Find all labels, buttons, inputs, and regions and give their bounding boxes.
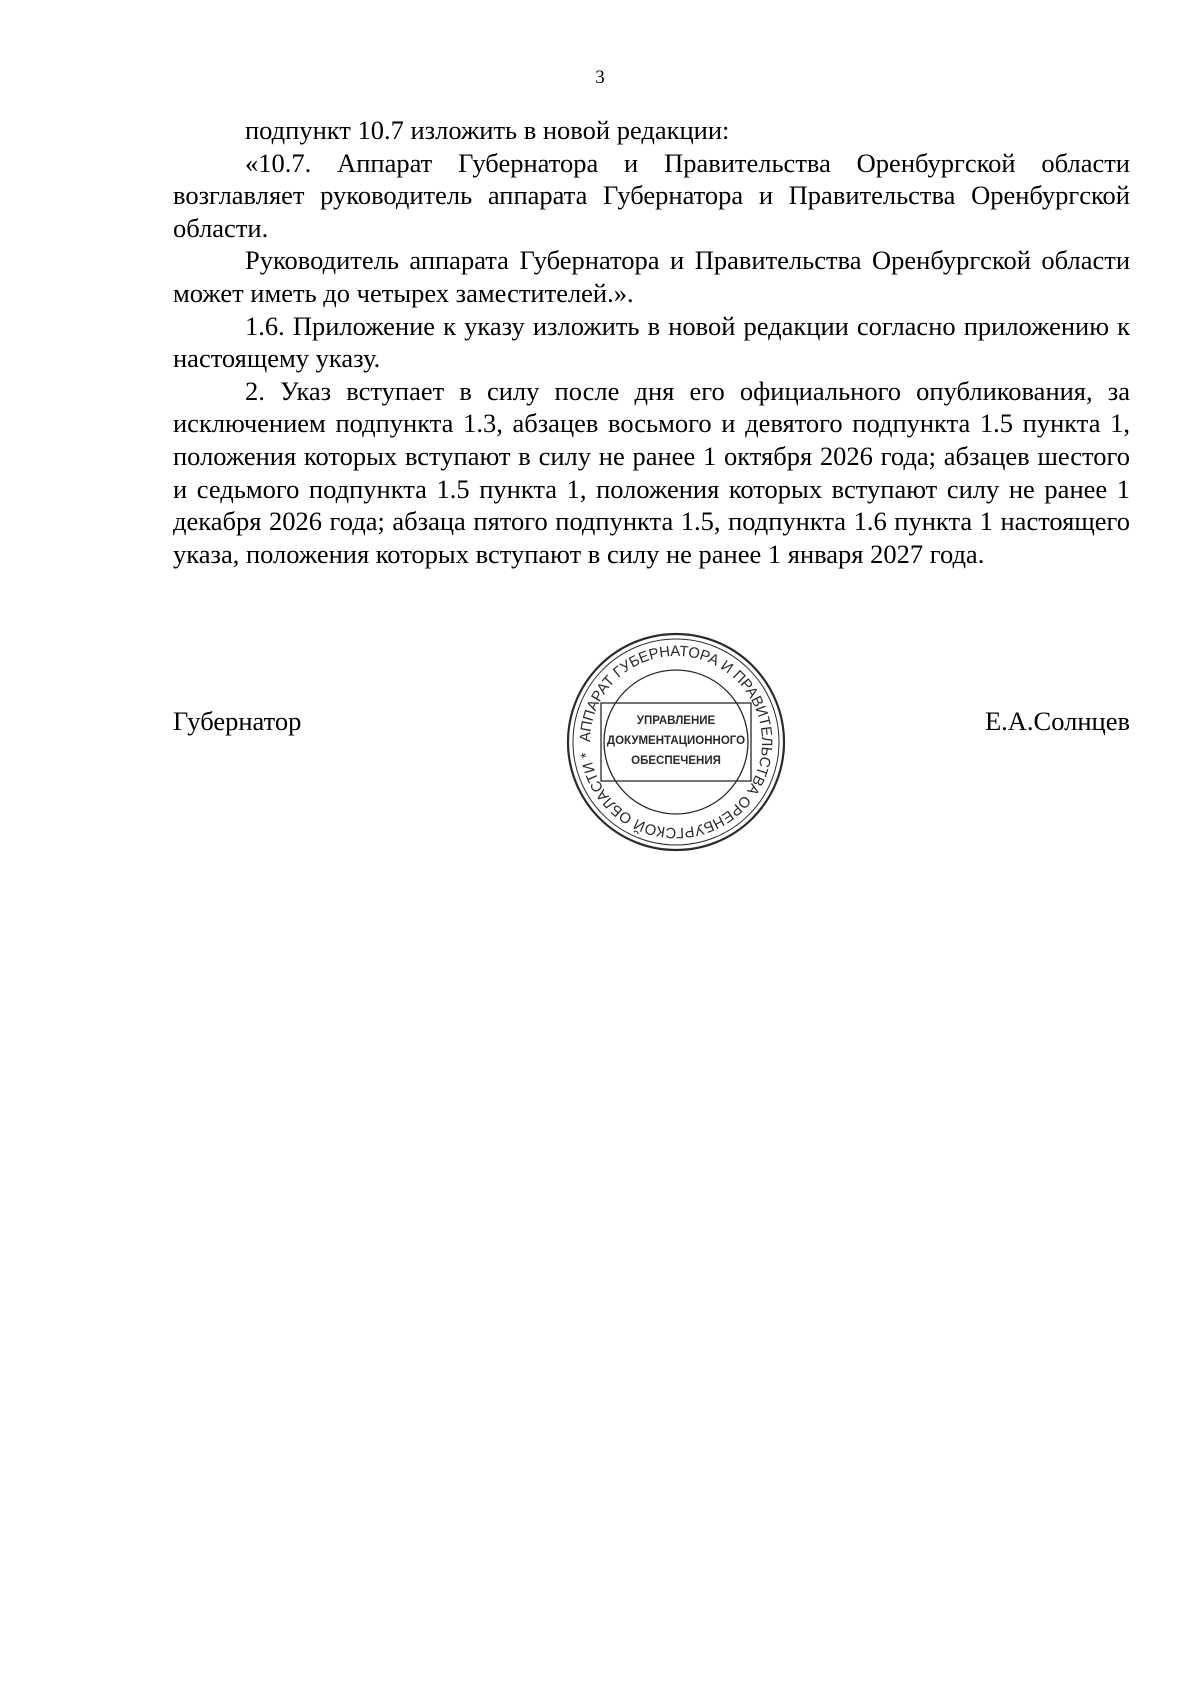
- paragraph-subpoint-10-7: «10.7. Аппарат Губернатора и Правительства Оренбургской области возглавляет руководитель аппарата Губернатора и Правительства Оренбургской области.: [173, 147, 1130, 243]
- seal-center-line-3: ОБЕСПЕЧЕНИЯ: [631, 755, 721, 767]
- paragraph-subpoint-intro: подпункт 10.7 изложить в новой редакции:: [245, 115, 730, 145]
- seal-ring-text: АППАРАТ ГУБЕРНАТОРА И ПРАВИТЕЛЬСТВА ОРЕНБУРГСКОЙ ОБЛАСТИ *: [576, 642, 776, 842]
- paragraph-deputies: Руководитель аппарата Губернатора и Правительства Оренбургской области может иметь до четырех заместителей.».: [173, 245, 1130, 308]
- seal-center-line-2: ДОКУМЕНТАЦИОННОГО: [606, 735, 746, 747]
- document-body: [173, 114, 1130, 570]
- signatory-position: Губернатор: [173, 706, 302, 736]
- paragraph-subpoint-1-6: 1.6. Приложение к указу изложить в новой редакции согласно приложению к настоящему указу.: [173, 310, 1130, 374]
- page-number: 3: [595, 67, 605, 88]
- official-seal-stamp: [561, 627, 791, 857]
- signatory-name: Е.А.Солнцев: [984, 706, 1130, 736]
- seal-center-line-1: УПРАВЛЕНИЕ: [636, 715, 716, 727]
- paragraph-entry-into-force: 2. Указ вступает в силу после дня его официального опубликования, за исключением подпункта 1.3, абзацев восьмого и девятого подпункта 1.5 пункта 1, положения которых вступают в силу не ранее 1 октября 2026 года; абзацев шестого и седьмого подпункта 1.5 пункта 1, положения которых вступают силу не ранее 1 декабря 2026 года; абзаца пятого подпункта 1.5, подпункта 1.6 пункта 1 настоящего указа, положения которых вступают в силу не ранее 1 января 2027 года.: [173, 375, 1130, 569]
